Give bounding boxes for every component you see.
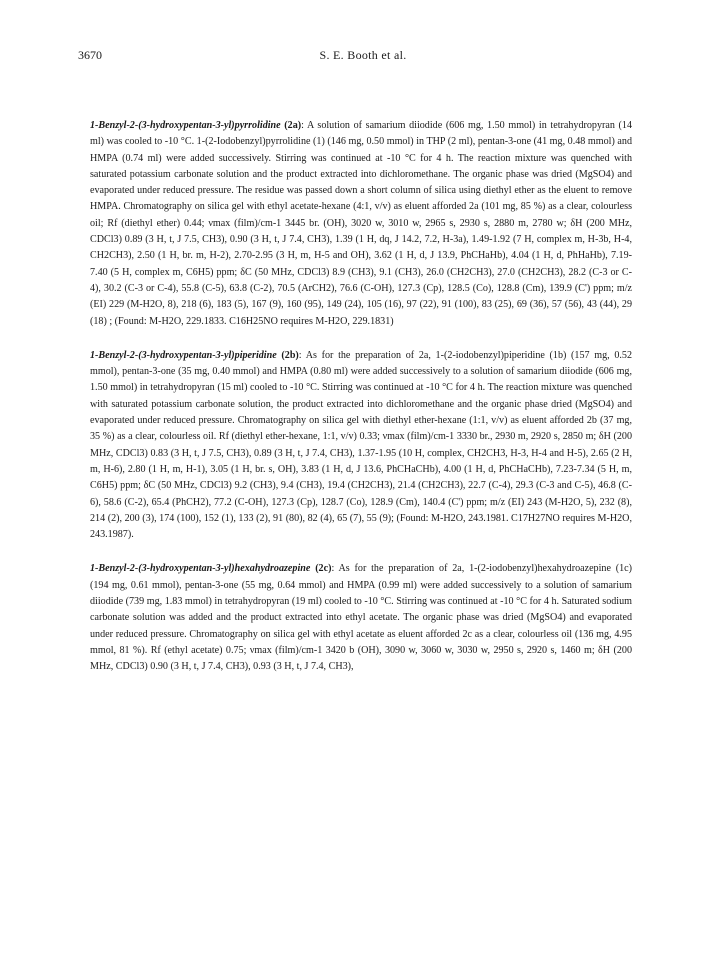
procedure-paragraph-2c [90, 561, 632, 675]
running-head-authors: S. E. Booth et al. [319, 48, 407, 62]
page-header [78, 48, 648, 70]
compound-label: (2a) [284, 120, 302, 131]
compound-label: (2c) [315, 563, 332, 575]
compound-title: 1-Benzyl-2-(3-hydroxypentan-3-yl)piperidine [90, 349, 277, 361]
procedure-text: : As for the preparation of 2a, 1-(2-iodobenzyl)piperidine (1b) (157 mg, 0.52 mmol), pentan-3-one (35 mg, 0.40 mmol) and HMPA (0.80 ml) were added successively to a solution of samarium diiodide (606 mg, 1.50 mmol) in tetrahydropyran (15 ml) cooled to -10 °C. Stirring was continued at -10 °C for 4 h. The reaction mixture was quenched with saturated potassium carbonate solution, the product extracted into dichloromethane and the organic phase dried (MgSO4) and evaporated under reduced pressure. Chromatography on silica gel with diethyl ether-hexane (1:1, v/v) as eluent afforded 2b (37 mg, 35 %) as a clear, colourless oil. Rf (diethyl ether-hexane, 1:1, v/v) 0.33; νmax (film)/cm-1 3330 br., 2930 m, 2920 s, 2850 m; δH (200 MHz, CDCl3) 0.83 (3 H, t, J 7.5, CH3), 0.89 (3 H, t, J 7.4, CH3), 1.37-1.95 (10 H, complex, CH2CH3, H-3, H-4 and H-5), 2.65 (2 H, m, H-6), 2.80 (1 H, m, H-1), 3.05 (1 H, br. s, OH), 3.83 (1 H, d, J 13.6, PhCHaCHb), 4.00 (1 H, d, PhCHaCHb), 7.23-7.34 (5 H, m, C6H5) ppm; δC (50 MHz, CDCl3) 9.2 (CH3), 9.4 (CH3), 19.4 (CH2CH3), 21.4 (CH2CH3), 22.7 (C-4), 29.3 (C-3 and C-5), 46.8 (C-6), 58.6 (C-2), 65.4 (PhCH2), 77.2 (C-OH), 127.3 (Cp), 128.7 (Co), 128.9 (Cm), 140.4 (C') ppm; m/z (EI) 243 (M-H2O, 5), 232 (8), 214 (2), 200 (3), 174 (100), 152 (1), 133 (2), 91 (80), 82 (4), 65 (7), 55 (9); (Found: M-H2O, 243.1981. C17H27NO requires M-H2O, 243.1987). [90, 349, 632, 541]
page-number: 3670 [78, 48, 102, 62]
procedure-paragraph-2b [90, 348, 632, 544]
procedure-paragraph-2a [90, 118, 632, 330]
compound-title: 1-Benzyl-2-(3-hydroxypentan-3-yl)hexahydroazepine [90, 563, 311, 575]
experimental-section [90, 118, 632, 676]
compound-label: (2b) [281, 349, 299, 361]
procedure-text: : A solution of samarium diiodide (606 mg, 1.50 mmol) in tetrahydropyran (14 ml) was cooled to -10 °C. 1-(2-Iodobenzyl)pyrrolidine (1) (146 mg, 0.50 mmol) in THP (2 ml), pentan-3-one (41 mg, 0.48 mmol) and HMPA (0.74 ml) were added successively. Stirring was continued at -10 °C for 4 h. The reaction mixture was quenched with saturated potassium carbonate solution and the product extracted into dichloromethane. The organic phase was dried (MgSO4) and evaporated under reduced pressure. The residue was passed down a short column of silica using diethyl ether as the eluent to remove HMPA. Chromatography on silica gel with ethyl acetate-hexane (4:1, v/v) as eluent afforded 2a (101 mg, 85 %) as a clear, colourless oil; Rf (diethyl ether) 0.44; νmax (film)/cm-1 3445 br. (OH), 3020 w, 3010 w, 2965 s, 2930 s, 2880 m, 2780 w; δH (200 MHz, CDCl3) 0.89 (3 H, t, J 7.5, CH3), 0.90 (3 H, t, J 7.4, CH3), 1.39 (1 H, dq, J 14.2, 7.2, H-3a), 1.49-1.92 (7 H, complex m, H-3b, H-4, CH2CH3), 2.50 (1 H, br. m, H-2), 2.70-2.95 (3 H, m, H-5 and OH), 3.62 (1 H, d, J 13.9, PhCHaHb), 4.04 (1 H, d, PhHaHb), 7.19-7.40 (5 H, complex m, C6H5) ppm; δC (50 MHz, CDCl3) 8.9 (CH3), 9.1 (CH3), 26.0 (CH2CH3), 27.0 (CH2CH3), 28.2 (C-3 or C-4), 30.2 (C-3 or C-4), 55.8 (C-5), 63.8 (C-2), 70.5 (ArCH2), 76.6 (C-OH), 127.3 (Cp), 128.5 (Co), 128.8 (Cm), 139.9 (C') ppm; m/z (EI) 229 (M-H2O, 8), 218 (6), 183 (5), 167 (9), 160 (95), 149 (24), 105 (16), 97 (22), 91 (100), 83 (25), 69 (36), 57 (56), 43 (44), 29 (18) ; (Found: M-H2O, 229.1833. C16H25NO requires M-H2O, 229.1831) [90, 120, 632, 327]
procedure-text: : As for the preparation of 2a, 1-(2-iodobenzyl)hexahydroazepine (1c) (194 mg, 0.61 mmol), pentan-3-one (55 mg, 0.64 mmol) and HMPA (0.99 ml) were added successively to a solution of samarium diiodide (739 mg, 1.83 mmol) in tetrahydropyran (19 ml) cooled to -10 °C. Stirring was continued at -10 °C for 4 h. Saturated sodium carbonate solution was added and the product extracted into ethyl acetate. The organic phase was dried (MgSO4) and evaporated under reduced pressure. Chromatography on silica gel with ethyl acetate as eluent afforded 2c as a clear, colourless oil (136 mg, 4.95 mmol, 81 %). Rf (ethyl acetate) 0.75; νmax (film)/cm-1 3420 b (OH), 3090 w, 3060 w, 3030 w, 2950 s, 2920 s, 1460 m; δH (200 MHz, CDCl3) 0.90 (3 H, t, J 7.4, CH3), 0.93 (3 H, t, J 7.4, CH3), [90, 563, 633, 673]
compound-title: 1-Benzyl-2-(3-hydroxypentan-3-yl)pyrrolidine [90, 120, 281, 131]
